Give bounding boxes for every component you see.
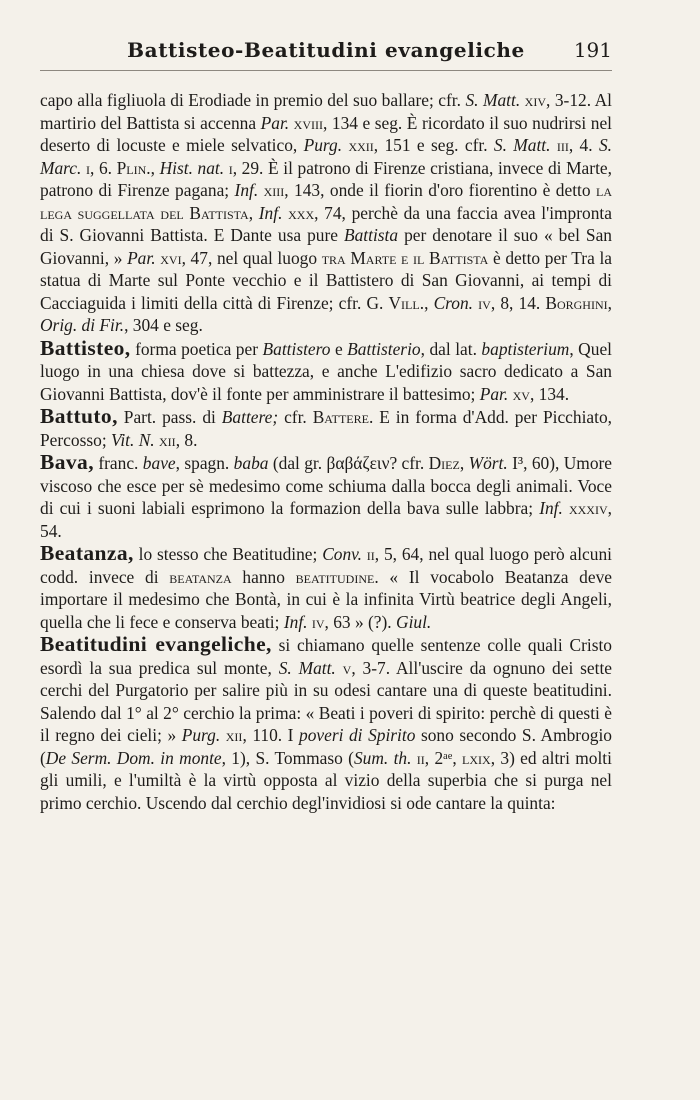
entry-headword: Beatanza, [40, 541, 134, 565]
italic-reference: Inf. [234, 180, 259, 200]
body-text: , 2ᵃᵉ, [424, 747, 463, 768]
body-text: , [607, 292, 612, 313]
italic-reference: Purg. [181, 725, 221, 745]
body-text: forma poetica per [130, 338, 263, 359]
body-text: , 47, nel qual luogo [181, 247, 322, 268]
body-text: , 8, 14. [490, 292, 546, 313]
italic-reference: De Serm. Dom. in monte [45, 747, 222, 768]
dictionary-entry [40, 337, 612, 406]
small-caps-text: i [228, 157, 233, 178]
italic-reference: Battistero [262, 338, 331, 359]
body-text: , 134 e seg. È ricordato il suo nudrirsi nel deserto di locuste e miele selvatico, [40, 112, 612, 155]
small-caps-text: xxii [348, 135, 374, 155]
small-caps-text: xiv [524, 90, 546, 110]
body-text: , spagn. [175, 453, 234, 473]
body-text: , 74, perchè da una faccia avea l'impronta di S. Giovanni Battista. E Dante usa pure [40, 202, 612, 245]
entry-headword: Bava, [40, 450, 94, 474]
small-caps-text: ii [366, 544, 375, 564]
page-number: 191 [573, 38, 612, 62]
body-text: , 134. [529, 383, 570, 404]
entry-headword: Beatitudini evangeliche, [40, 632, 272, 656]
italic-reference: Cron. [433, 292, 474, 313]
italic-reference: Wört. [468, 453, 508, 473]
italic-reference: Inf. [283, 611, 308, 632]
body-text: , 63 » (?). [324, 611, 397, 632]
small-caps-text: Battere [312, 407, 369, 427]
small-caps-text: xviii [293, 112, 323, 133]
body-text: , dal lat. [420, 338, 482, 359]
dictionary-entry [40, 633, 612, 814]
small-caps-text: iv [478, 292, 491, 313]
dictionary-entry [40, 405, 612, 451]
body-text: , [459, 453, 469, 473]
dictionary-entry [40, 542, 612, 633]
small-caps-text: xiii [263, 180, 285, 200]
body-text: , [424, 292, 434, 313]
italic-reference: Giul. [396, 611, 432, 632]
body-text: è detto per Tra la statua di Marte sul Ponte vecchio e il Battistero di San Giovanni, ai tempi di Cacciaguida i limiti della città di Firenze; cfr. G. [40, 247, 612, 313]
body-text: , 151 e seg. cfr. [373, 135, 494, 155]
body-text: . « Il vocabolo Beatanza deve importare il medesimo che Bontà, in cui è la infinita Virtù beatrice degli Angeli, quella che li fece e conserva beati; [40, 566, 613, 632]
body-text: , 5, 64, nel qual luogo però alcuni codd. invece di [40, 544, 612, 587]
small-caps-text: ii [416, 747, 425, 768]
italic-reference: Inf. [539, 498, 563, 518]
page-header [40, 36, 612, 71]
italic-reference: Battista [343, 225, 399, 245]
running-head: Battisteo-Beatitudini evangeliche [127, 38, 525, 62]
entry-headword: Battuto, [40, 404, 118, 428]
body-text: , Quel luogo in una chiesa dove si battezza, e anche L'edifizio sacro dedicato a San Giovanni Battista, dov'è il fonte per amministrare il battesimo; [40, 338, 612, 404]
italic-reference: Conv. [322, 544, 362, 564]
italic-reference: baptisterium [481, 338, 570, 359]
body-text: per denotare il suo « bel San Giovanni, » [40, 225, 612, 268]
body-text: , 8. [175, 429, 198, 450]
body-text: , 110. I [242, 725, 300, 745]
italic-reference: Par. [479, 383, 509, 404]
body-text: franc. [93, 453, 143, 473]
body-text: , 54. [40, 498, 612, 541]
body-text: , [248, 202, 259, 223]
body-text: , 143, onde il fiorin d'oro fiorentino è detto [284, 180, 596, 200]
small-caps-text: xv [512, 383, 530, 404]
body-text: , 6. [89, 157, 117, 178]
italic-reference: bave [142, 453, 176, 473]
small-caps-text: xii [159, 429, 176, 450]
small-caps-text: iv [311, 611, 325, 632]
italic-reference: Par. [260, 112, 290, 133]
italic-reference: S. Matt. [278, 657, 336, 678]
continued-entry-paragraph [40, 89, 612, 337]
small-caps-text: xxx [288, 202, 315, 223]
small-caps-text: xii [225, 725, 243, 745]
body-text: lo stesso che Beatitudine; [133, 544, 323, 564]
small-caps-text: Diez [428, 453, 460, 473]
small-caps-text: v [342, 657, 352, 678]
small-caps-text: iii [556, 135, 569, 155]
small-caps-text: tra Marte e il Battista [321, 247, 489, 268]
body-text: (dal gr. βαβάζειν? cfr. [268, 453, 429, 473]
small-caps-text: beatitudine [295, 566, 375, 587]
small-caps-text: lxix [462, 747, 491, 768]
italic-reference: Sum. th. [353, 747, 412, 768]
body-text: sono secondo S. Ambrogio ( [40, 725, 613, 768]
body-text: capo alla figliuola di Erodiade in premio del suo ballare; cfr. [40, 90, 466, 110]
body-text: Part. pass. di [117, 407, 222, 427]
body-text [336, 658, 343, 678]
italic-reference: S. Matt. [465, 90, 521, 110]
body-text: , 3-7. All'uscire da ognuno dei sette cerchi del Purgatorio per salire più in su odesi cantare una di queste beatitudini. Salendo dal 1° al 2° cerchio la prima: « Beati i poveri di spirito: perchè di questi è il regno dei cieli; » [40, 657, 613, 745]
italic-reference: Battisterio [347, 338, 421, 359]
body-text: hanno [231, 566, 296, 587]
small-caps-text: beatanza [169, 566, 232, 587]
body-text: . E in forma d'Add. per Picchiato, Percosso; [40, 407, 612, 450]
body-text: I³, 60), Umore viscoso che esce per sè medesimo come schiuma dalla bocca degli animali. Voce di cui i suoni labiali esprimono la formazion della bava sulle labbra; [40, 453, 613, 518]
italic-reference: Battere; [221, 407, 279, 427]
body-text: , 29. È il patrono di Firenze cristiana, invece di Marte, patrono di Firenze pagana; [40, 157, 612, 200]
italic-reference: Purg. [303, 135, 343, 155]
italic-reference: S. Marc. [40, 135, 612, 178]
small-caps-text: xxxiv [568, 498, 608, 518]
body-text: si chiamano quelle sentenze colle quali Cristo esordì la sua predica sul monte, [40, 635, 612, 678]
body-text: , 1), S. Tommaso ( [221, 747, 354, 768]
body-text: , 304 e seg. [124, 315, 203, 335]
dictionary-entry [40, 451, 612, 542]
body-text: e [330, 338, 348, 359]
italic-reference: Inf. [258, 202, 283, 223]
small-caps-text: Vill. [388, 292, 425, 313]
italic-reference: Orig. di Fir. [40, 315, 125, 335]
small-caps-text: xvi [160, 247, 182, 268]
italic-reference: poveri di Spirito [299, 725, 416, 745]
small-caps-text: la lega suggellata del Battista [40, 180, 612, 223]
italic-reference: Hist. nat. [159, 157, 225, 178]
italic-reference: baba [233, 453, 269, 473]
body-text: , 3) ed altri molti gli umili, e l'umiltà è la virtù opposta al vizio della superbia che si purga nel primo cerchio. Uscendo dal cerchio degl'invidiosi si ode cantare la quinta: [40, 747, 612, 813]
entry-headword: Battisteo, [40, 335, 131, 360]
small-caps-text: Borghini [545, 292, 608, 313]
body-text: , 3-12. Al martirio del Battista si accenna [40, 90, 612, 133]
small-caps-text: i [85, 157, 90, 178]
italic-reference: S. Matt. [493, 135, 551, 155]
italic-reference: Par. [127, 247, 156, 268]
small-caps-text: Plin. [116, 157, 151, 178]
body-text: cfr. [278, 407, 313, 427]
body-text: , [150, 157, 160, 178]
body-text: , 4. [568, 135, 599, 155]
italic-reference: Vit. N. [111, 429, 155, 450]
page-body [40, 89, 612, 814]
